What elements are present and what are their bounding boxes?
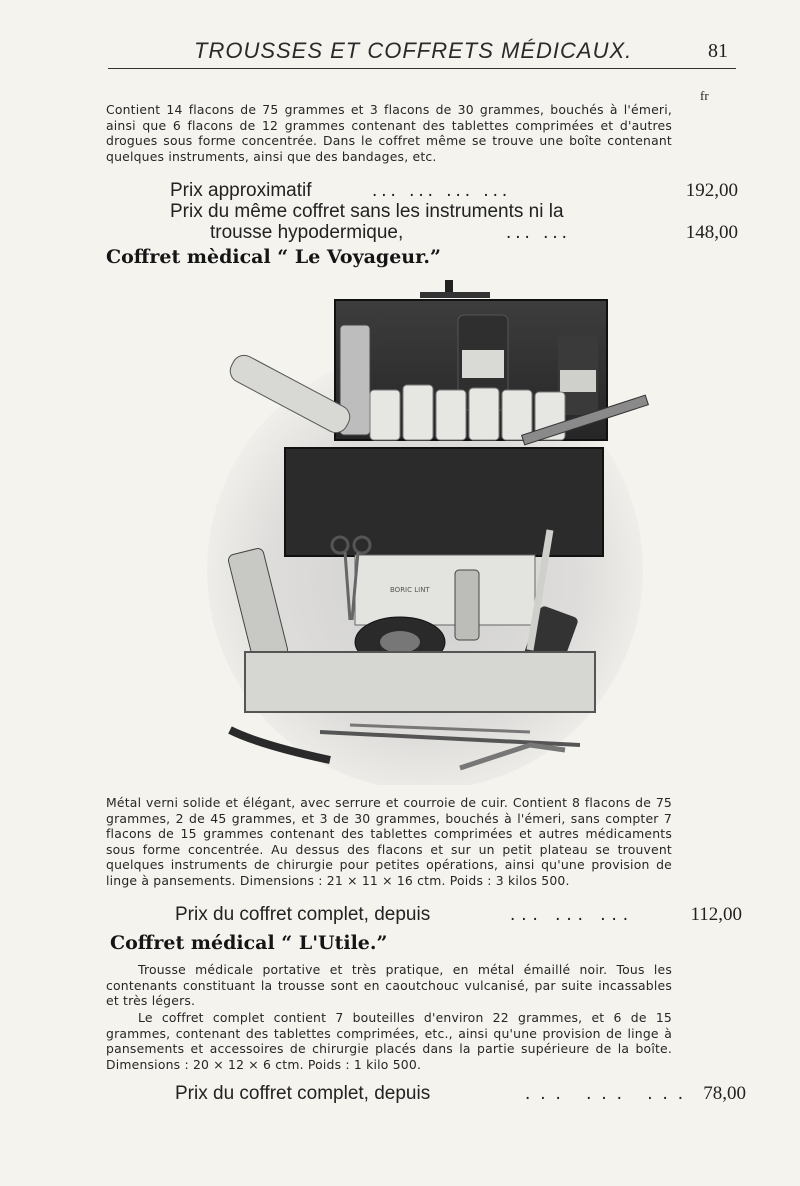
- boric-lint-label: BORIC LINT: [390, 586, 430, 594]
- currency-label: fr: [700, 88, 709, 103]
- voyageur-title: Coffret mèdical “ Le Voyageur.”: [106, 246, 441, 268]
- voyageur-paragraph: Métal verni solide et élégant, avec serrure et courroie de cuir. Contient 8 flacons de 75 grammes, 2 de 45 grammes, et 3 de 30 grammes, bouchés à l'émeri, sans compter 7 flacons de 15 grammes contenant des tablettes comprimées et autres médicaments sous forme concentrée. Au dessus des flacons et sur un petit plateau se trouvent quelques instruments de chirurgie pour petites opérations, ainsi qu'une provision de linge à pansements. Dimensions : 21 × 11 × 16 ctm. Poids : 3 kilos 500.: [106, 795, 672, 888]
- page-number: 81: [708, 40, 728, 62]
- approx-price-dots: ... ... ... ...: [372, 180, 512, 201]
- utile-title: Coffret médical “ L'Utile.”: [110, 932, 388, 954]
- page-header: [108, 38, 736, 69]
- without-price-dots: ... ...: [506, 222, 571, 243]
- utile-paragraph-1: Trousse médicale portative et très pratique, en métal émaillé noir. Tous les contenants constituant la trousse sont en caoutchouc vulcanisé, par suite incassables et très légers.: [106, 962, 672, 1009]
- approx-price-value: 192,00: [685, 180, 738, 201]
- without-price-label-line1: Prix du même coffret sans les instruments ni la: [170, 201, 564, 222]
- without-price-label-line2: trousse hypodermique,: [210, 222, 404, 243]
- approx-price-label: Prix approximatif: [170, 180, 312, 201]
- utile-price-value: 78,00: [703, 1083, 746, 1104]
- utile-paragraph-2: Le coffret complet contient 7 bouteilles d'environ 22 grammes, et 6 de 15 grammes, contenant des tablettes comprimées, etc., ainsi qu'une provision de linge à pansements et accessoires de chirurgie placés dans la partie supérieure de la boîte. Dimensions : 20 × 12 × 6 ctm. Poids : 1 kilo 500.: [106, 1010, 672, 1072]
- voyageur-price-label: Prix du coffret complet, depuis: [175, 904, 431, 925]
- utile-price-dots: ... ... ...: [525, 1083, 694, 1104]
- without-price-value: 148,00: [685, 222, 738, 243]
- intro-paragraph: Contient 14 flacons de 75 grammes et 3 flacons de 30 grammes, bouchés à l'émeri, ainsi que 6 flacons de 12 grammes contenant des tablettes comprimées et d'autres drogues sous forme concentrée. Dans le coffret même se trouve une boîte contenant quelques instruments, ainsi que des bandages, etc.: [106, 102, 672, 164]
- header-title: TROUSSES ET COFFRETS MÉDICAUX.: [194, 38, 633, 63]
- voyageur-price-value: 112,00: [690, 904, 742, 925]
- voyageur-price-dots: ... ... ...: [510, 904, 635, 925]
- utile-price-label: Prix du coffret complet, depuis: [175, 1083, 431, 1104]
- medical-box-photo: [200, 280, 650, 785]
